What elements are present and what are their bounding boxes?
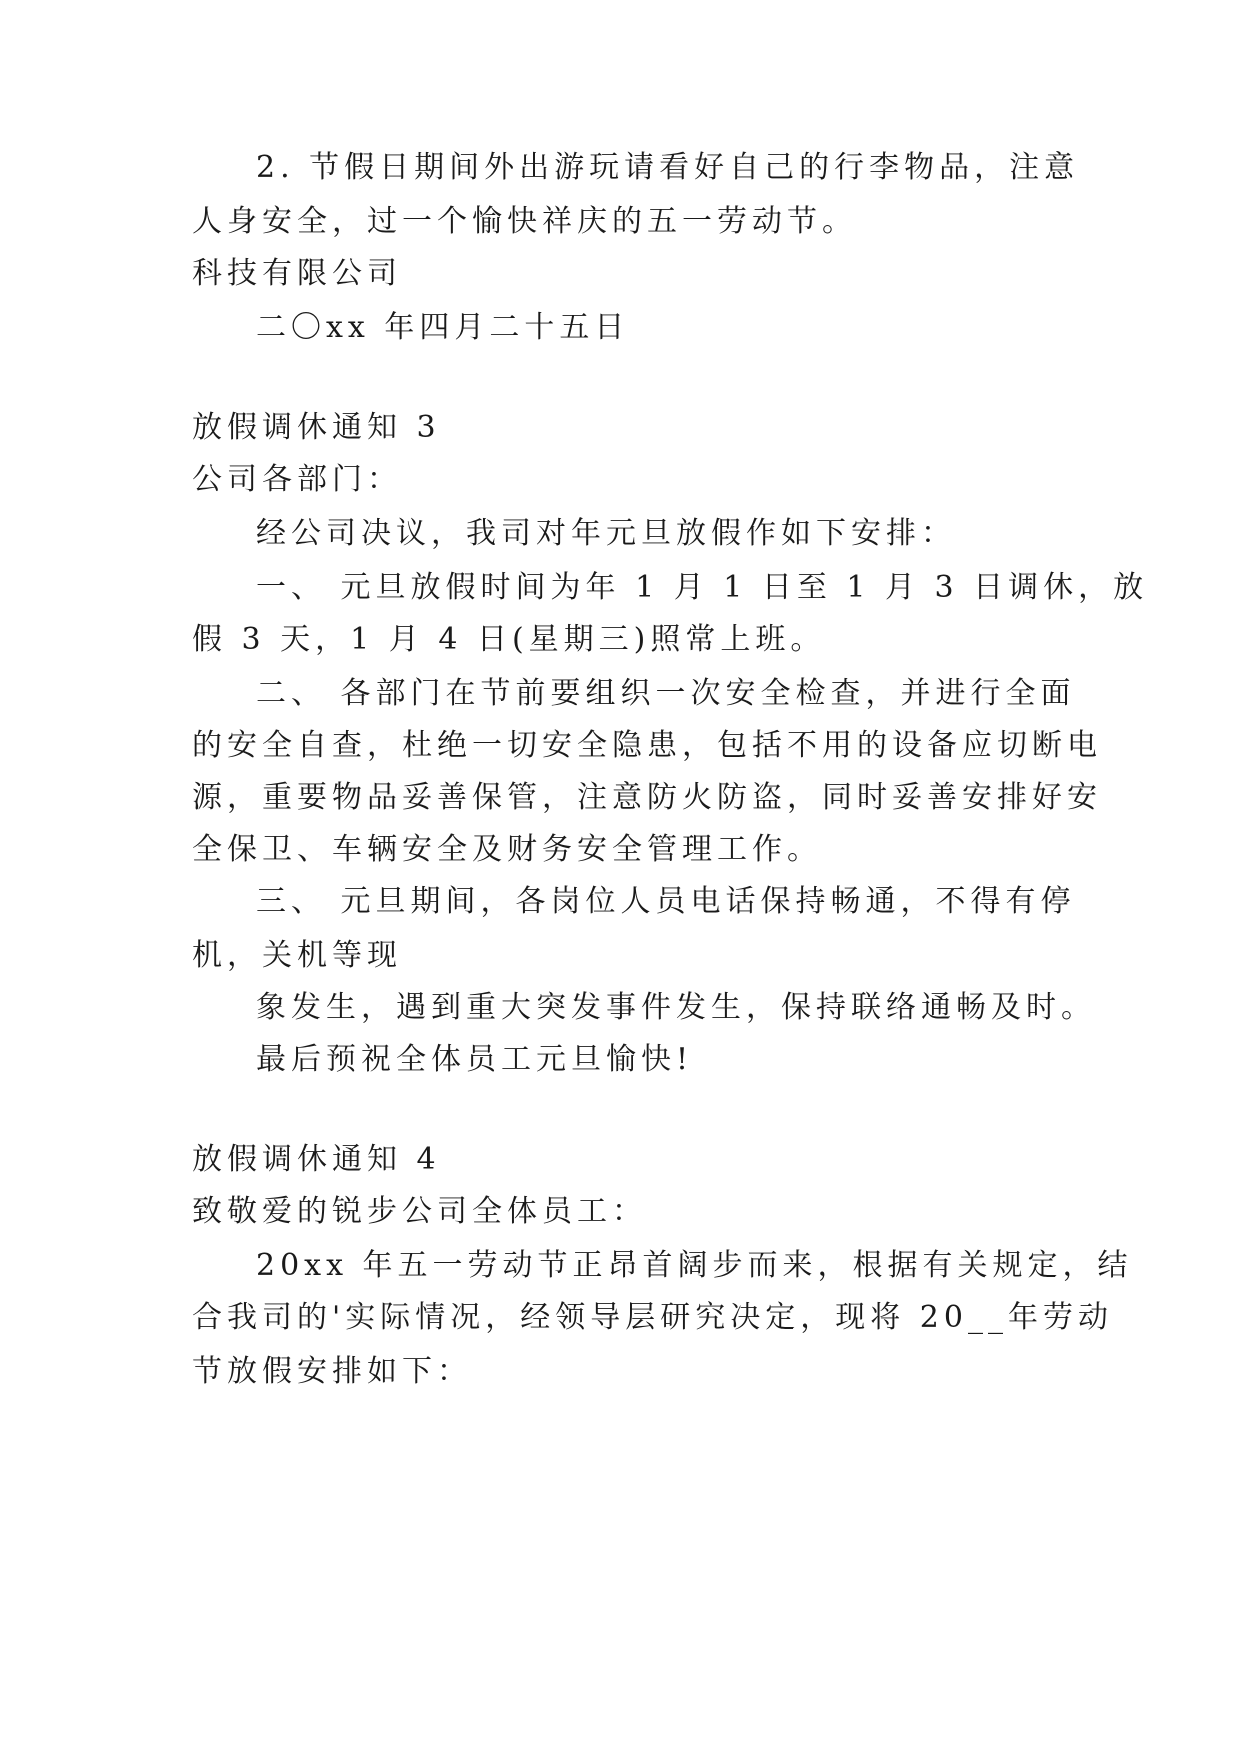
notice3-item2-line3: 源，重要物品妥善保管，注意防火防盗，同时妥善安排好安 bbox=[192, 780, 1102, 815]
notice3-salutation: 公司各部门： bbox=[192, 462, 402, 497]
notice3-item3-line3: 象发生，遇到重大突发事件发生，保持联络通畅及时。 bbox=[256, 990, 1096, 1025]
notice3-item3-line1: 三、 元旦期间，各岗位人员电话保持畅通，不得有停 bbox=[256, 884, 1076, 919]
notice3-intro: 经公司决议，我司对年元旦放假作如下安排： bbox=[256, 516, 956, 551]
notice4-body-line3: 节放假安排如下： bbox=[192, 1354, 472, 1389]
notice3-item1-line2: 假 3 天，1 月 4 日(星期三)照常上班。 bbox=[192, 622, 826, 657]
notice3-item2-line4: 全保卫、车辆安全及财务安全管理工作。 bbox=[192, 832, 822, 867]
notice4-body-line1: 20xx 年五一劳动节正昂首阔步而来，根据有关规定，结 bbox=[256, 1248, 1133, 1283]
item2-line2: 人身安全，过一个愉快祥庆的五一劳动节。 bbox=[192, 204, 857, 239]
notice3-item1-line1: 一、 元旦放假时间为年 1 月 1 日至 1 月 3 日调休，放 bbox=[256, 570, 1149, 605]
notice4-body-line2: 合我司的'实际情况，经领导层研究决定，现将 20__年劳动 bbox=[192, 1300, 1113, 1335]
notice3-item2-line1: 二、 各部门在节前要组织一次安全检查，并进行全面 bbox=[256, 676, 1076, 711]
notice3-item3-line2: 机，关机等现 bbox=[192, 938, 402, 973]
notice3-item2-line2: 的安全自查，杜绝一切安全隐患，包括不用的设备应切断电 bbox=[192, 728, 1102, 763]
notice3-title: 放假调休通知 3 bbox=[192, 410, 441, 445]
signature-date: 二〇xx 年四月二十五日 bbox=[256, 310, 630, 345]
item2-line1: 2. 节假日期间外出游玩请看好自己的行李物品，注意 bbox=[256, 150, 1080, 185]
company-signature: 科技有限公司 bbox=[192, 256, 402, 291]
notice4-salutation: 致敬爱的锐步公司全体员工： bbox=[192, 1194, 647, 1229]
notice4-title: 放假调休通知 4 bbox=[192, 1142, 441, 1177]
notice3-closing: 最后预祝全体员工元旦愉快! bbox=[256, 1042, 694, 1077]
